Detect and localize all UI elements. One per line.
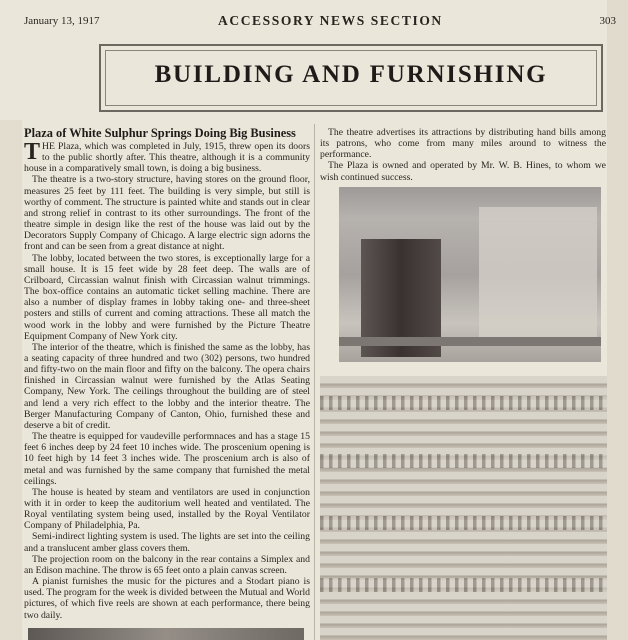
photo-ceiling-band	[320, 516, 607, 530]
article-paragraph: The lobby, located between the two stores, is exceptionally large for a small house. It is 15 feet wide by 28 feet deep. The walls are of Crilboard, Circassian walnut finish with Circassian walnut trimmings. The box-office contains an automatic ticket selling machine. There are also a number of display frames in lobby taking one- and three-sheet posters and stills of current and coming attractions. These all match the wood work in the lobby and were furnished by the Picture Theatre Equipment Company of New York city.	[24, 252, 310, 342]
article-paragraph: The theatre is a two-story structure, having stores on the ground floor, measures 25 feet by 111 feet. The building is very simple, but still is worthy of comment. The structure is painted white and stands out in clear and strong relief in contrast to its other surroundings. The front of the theatre simple in design like the rest of the house was laid out by the Decorators Supply Company of Chicago. A large electric sign adorns the front and can be seen from a great distance at night.	[24, 174, 310, 253]
photo-ceiling-band	[320, 454, 607, 468]
photo-display-panel	[479, 207, 597, 339]
theatre-interior-photo	[320, 376, 607, 640]
article-paragraph: The theatre is equipped for vaudeville performnaces and has a stage 15 feet 6 inches deep by 24 feet 10 inches wide. The proscenium opening is 10 feet high by 14 feet 3 inches wide. The proscenium arch is also of metal and was furnished by the same company that furnished the metal ceilings.	[24, 431, 310, 487]
article-paragraph-first	[24, 141, 310, 174]
article-right-column	[320, 127, 606, 183]
banner-title: BUILDING AND FURNISHING	[154, 61, 548, 88]
article-paragraph: The theatre advertises its attractions by distributing hand bills among its patrons, who come from many miles around to witness the performance.	[320, 127, 606, 161]
article-paragraph: A pianist furnishes the music for the pictures and a Stodart piano is used. The program for the week is divided between the Mutual and World pictures, of which five reels are shown at each performance, there being two daily.	[24, 576, 310, 621]
article-paragraph: The Plaza is owned and operated by Mr. W. B. Hines, to whom we wish continued success.	[320, 160, 606, 183]
article-left-column	[24, 126, 310, 621]
photo-ceiling-band	[320, 578, 607, 592]
article-paragraph: The house is heated by steam and ventilators are used in conjunction with it in order to keep the auditorium well heated and ventilated. The Royal ventilating system being used, installed by the Royal Ventilator Company of Philadelphia, Pa.	[24, 486, 310, 532]
photo-baseboard	[339, 337, 601, 346]
section-title: ACCESSORY NEWS SECTION	[218, 13, 443, 28]
running-header	[24, 12, 616, 32]
article-headline: Plaza of White Sulphur Springs Doing Big Business	[24, 126, 296, 140]
left-margin-shadow	[0, 120, 22, 640]
issue-date: January 13, 1917	[24, 15, 100, 27]
theatre-lobby-photo	[339, 187, 601, 362]
article-paragraph: Semi-indirect lighting system is used. The lights are set into the ceiling and a translucent amber glass covers them.	[24, 531, 310, 554]
column-divider	[314, 124, 315, 640]
article-paragraph: The projection room on the balcony in the rear contains a Simplex and an Edison machine. The throw is 65 feet onto a plain canvas screen.	[24, 553, 310, 576]
photo-ceiling-band	[320, 396, 607, 410]
section-banner	[99, 44, 603, 112]
drop-cap: T	[24, 139, 41, 165]
first-paragraph-text: HE Plaza, which was completed in July, 1915, threw open its doors to the public shortly after. This theatre, although it is a community house in a comparatively small town, is doing a big business.	[24, 141, 310, 175]
page-number: 303	[599, 15, 616, 27]
right-margin-shadow	[607, 0, 628, 640]
bottom-photo-edge	[28, 628, 304, 640]
article-paragraph: The interior of the theatre, which is finished the same as the lobby, has a seating capacity of three hundred and two (302) persons, two hundred and fifty-two on the main floor and fifty on the balcony. The opera chairs finished in Circassian walnut were furnished by the Atlas Seating Company, New York. The ceilings throughout the building are of steel and lend a very rich effect to the lobby and the interior theatre. The Berger Manufacturing Company of Canton, Ohio, furnished these and deserve a bit of credit.	[24, 341, 310, 431]
